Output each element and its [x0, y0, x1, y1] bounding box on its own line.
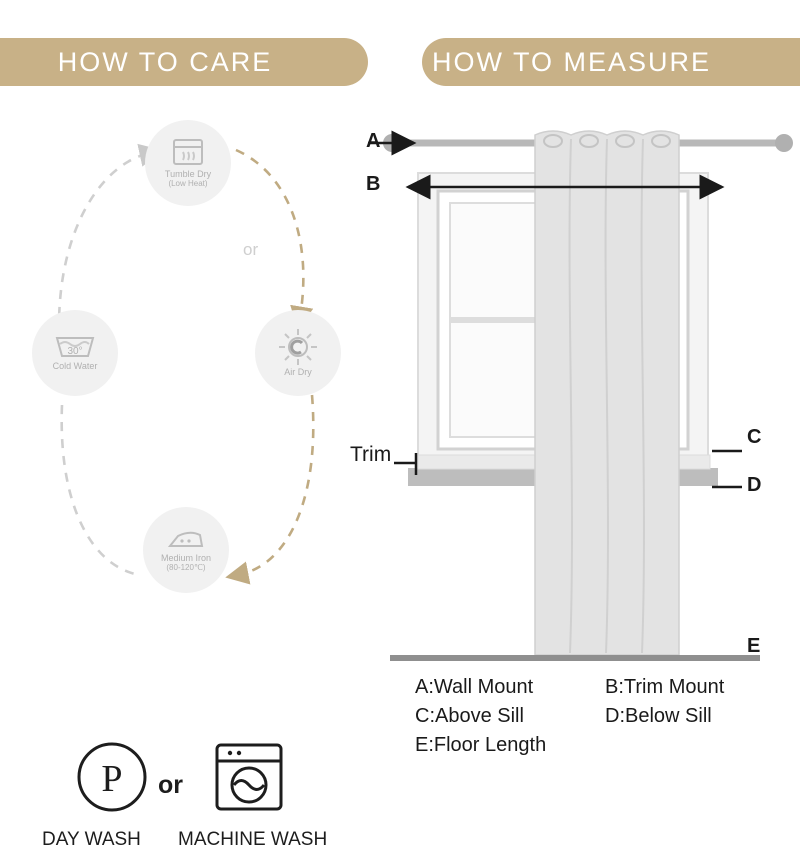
wash-or-label: or	[158, 771, 183, 799]
medium-iron-label: Medium Iron	[160, 553, 212, 564]
marker-d-label: D	[747, 474, 762, 496]
trim-label: Trim	[350, 443, 392, 466]
air-dry-label: Air Dry	[284, 367, 312, 378]
legend-item-c: C:Above Sill	[415, 705, 524, 727]
svg-text:30°: 30°	[67, 346, 83, 358]
medium-iron-sublabel: (80-120℃)	[166, 562, 206, 572]
measure-legend	[415, 673, 795, 760]
svg-text:P: P	[101, 758, 123, 800]
tumble-dry-sublabel: (Low Heat)	[168, 178, 208, 188]
care-or-label: or	[243, 240, 259, 259]
medium-iron-icon	[143, 507, 229, 593]
machine-wash-icon	[212, 741, 286, 813]
cold-water-icon	[32, 310, 118, 396]
how-to-care-banner	[0, 38, 368, 86]
legend-item-e: E:Floor Length	[415, 734, 547, 756]
how-to-care-title: HOW TO CARE	[57, 46, 273, 77]
dryer-glyph	[171, 138, 205, 168]
tumble-dry-label: Tumble Dry	[164, 169, 212, 180]
marker-b-label: B	[366, 173, 381, 195]
how-to-measure-title: HOW TO MEASURE	[432, 46, 712, 77]
legend-item-b: B:Trim Mount	[605, 676, 725, 698]
air-dry-icon	[255, 310, 341, 396]
sun-glyph	[278, 328, 318, 366]
marker-e-label: E	[747, 635, 761, 657]
machine-wash-label: MACHINE WASH	[178, 829, 328, 850]
day-wash-label: DAY WASH	[42, 829, 141, 850]
legend-item-a: A:Wall Mount	[415, 676, 534, 698]
marker-c-label: C	[747, 426, 762, 448]
marker-a-label: A	[366, 130, 381, 152]
cold-water-label: Cold Water	[52, 361, 98, 372]
wash-tub-glyph	[53, 334, 97, 360]
iron-glyph	[167, 528, 205, 552]
tumble-dry-icon	[145, 120, 231, 206]
legend-item-d: D:Below Sill	[605, 705, 712, 727]
how-to-measure-banner	[422, 38, 800, 86]
window-curtain-diagram	[330, 95, 800, 675]
measure-panel	[330, 95, 800, 755]
dry-clean-p-icon	[76, 741, 148, 813]
